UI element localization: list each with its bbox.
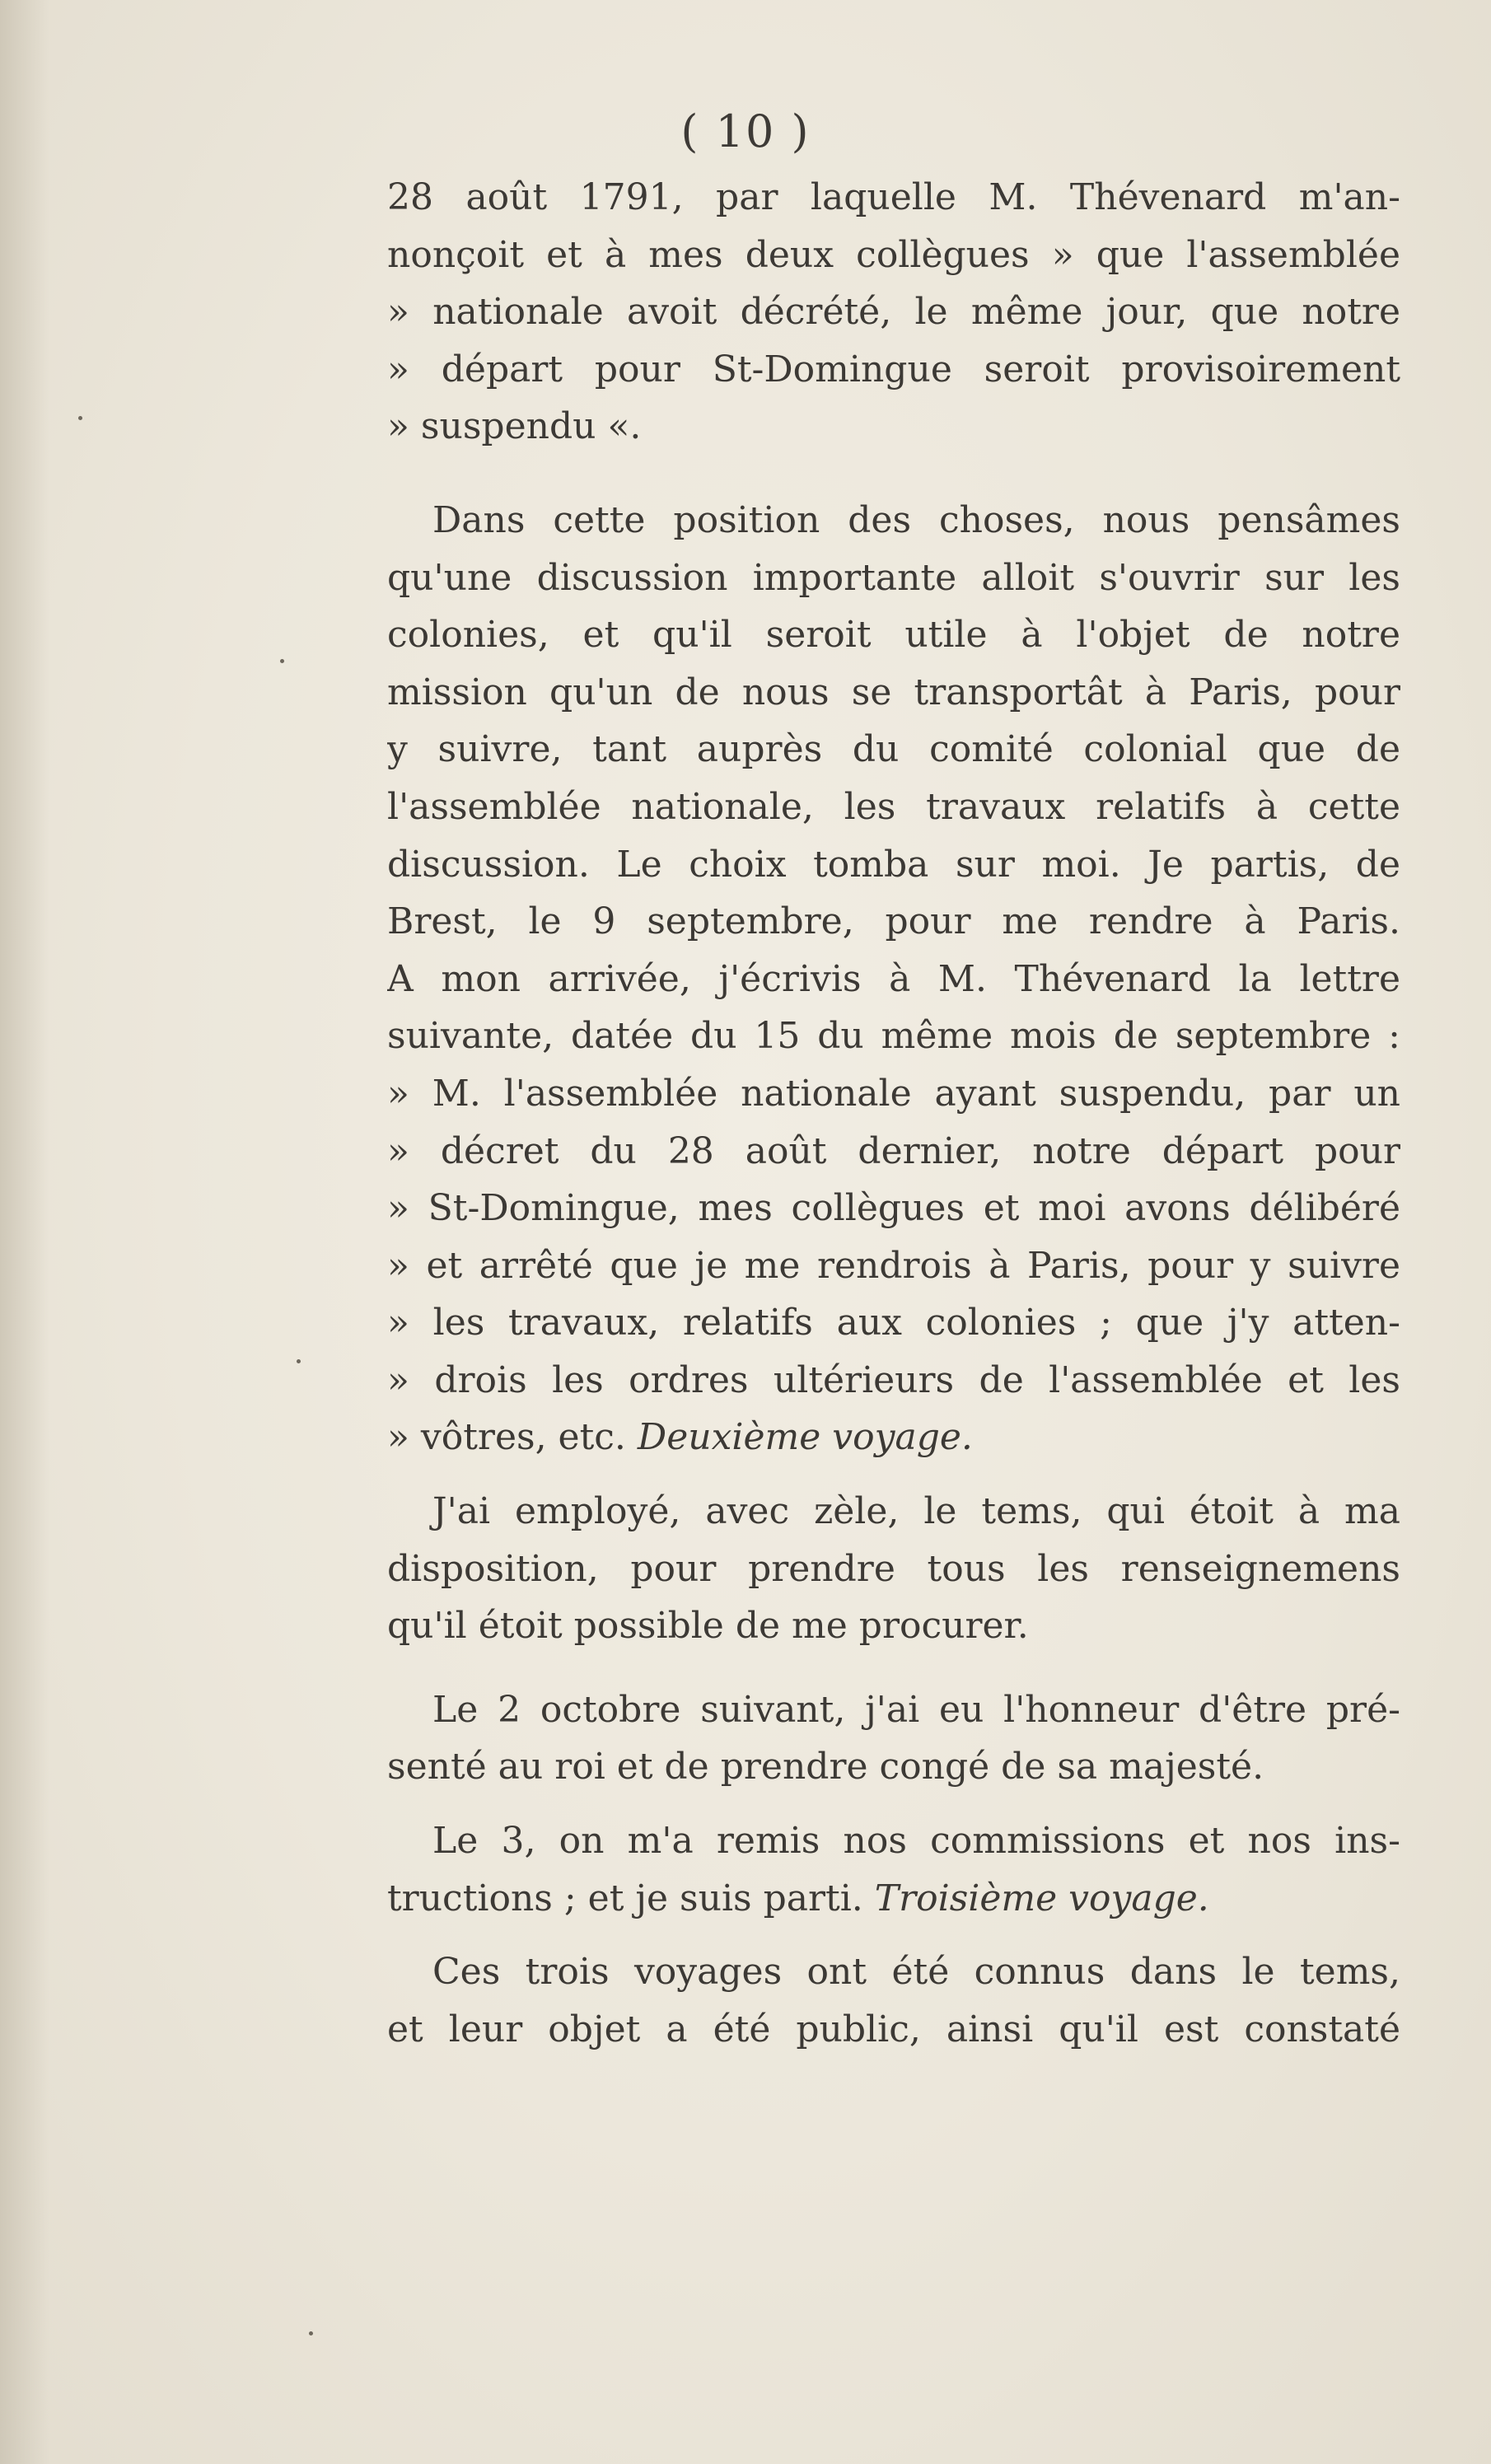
text-line: nonçoit et à mes deux collègues » que l'assemblée (387, 233, 1400, 276)
text-line: » les travaux, relatifs aux colonies ; que j'y atten- (387, 1302, 1400, 1344)
text-line: » décret du 28 août dernier, notre départ pour (387, 1129, 1400, 1172)
text-line: qu'une discussion importante alloit s'ouvrir sur les (387, 556, 1400, 599)
text-line: Le 2 octobre suivant, j'ai eu l'honneur d'être pré- (432, 1688, 1400, 1731)
text-line: y suivre, tant auprès du comité colonial que de (387, 728, 1400, 771)
text-line: l'assemblée nationale, les travaux relatifs à cette (387, 785, 1400, 828)
text-line: discussion. Le choix tomba sur moi. Je partis, de (387, 843, 1400, 886)
text-line: » départ pour St-Domingue seroit provisoirement (387, 348, 1400, 390)
text-line: 28 août 1791, par laquelle M. Thévenard m'an- (387, 176, 1400, 218)
text-line: et leur objet a été public, ainsi qu'il est constaté (387, 2008, 1400, 2050)
gutter-shadow (0, 0, 49, 2464)
text-line: A mon arrivée, j'écrivis à M. Thévenard la lettre (387, 957, 1400, 1000)
text-line: » suspendu «. (387, 405, 642, 448)
text-line (387, 1409, 1400, 1466)
text-line: mission qu'un de nous se transportât à Paris, pour (387, 671, 1400, 713)
paper-speck (297, 1359, 301, 1363)
paper-speck (280, 659, 284, 663)
text-line: » drois les ordres ultérieurs de l'assemblée et les (387, 1358, 1400, 1401)
page-number: ( 10 ) (680, 105, 811, 157)
paper-speck (309, 2331, 313, 2335)
text-line: colonies, et qu'il seroit utile à l'objet de notre (387, 614, 1400, 657)
text-line (387, 1870, 1400, 1928)
body-text (387, 169, 1400, 2058)
text-line: Ces trois voyages ont été connus dans le tems, (432, 1951, 1400, 1994)
italic-heading: Deuxième voyage. (637, 1416, 973, 1459)
text-line: » nationale avoit décrété, le même jour, que notre (387, 291, 1400, 334)
text-line: disposition, pour prendre tous les renseignemens (387, 1547, 1400, 1590)
text-line-start: tructions ; et je suis parti. (387, 1877, 863, 1919)
paper-speck (78, 416, 82, 420)
italic-heading: Troisième voyage. (874, 1877, 1209, 1919)
text-line: senté au roi et de prendre congé de sa majesté. (387, 1746, 1264, 1788)
text-line: Dans cette position des choses, nous pensâmes (432, 498, 1400, 541)
text-line: » M. l'assemblée nationale ayant suspendu, par un (387, 1072, 1400, 1115)
text-line: Brest, le 9 septembre, pour me rendre à Paris. (387, 900, 1400, 943)
text-line: qu'il étoit possible de me procurer. (387, 1605, 1029, 1648)
text-line: Le 3, on m'a remis nos commissions et nos ins- (432, 1820, 1400, 1863)
text-line-start: » vôtres, etc. (387, 1416, 626, 1459)
text-line: » et arrêté que je me rendrois à Paris, pour y suivre (387, 1244, 1400, 1287)
text-line: » St-Domingue, mes collègues et moi avons délibéré (387, 1187, 1400, 1230)
text-line: J'ai employé, avec zèle, le tems, qui étoit à ma (432, 1490, 1400, 1533)
text-line: suivante, datée du 15 du même mois de septembre : (387, 1015, 1400, 1058)
